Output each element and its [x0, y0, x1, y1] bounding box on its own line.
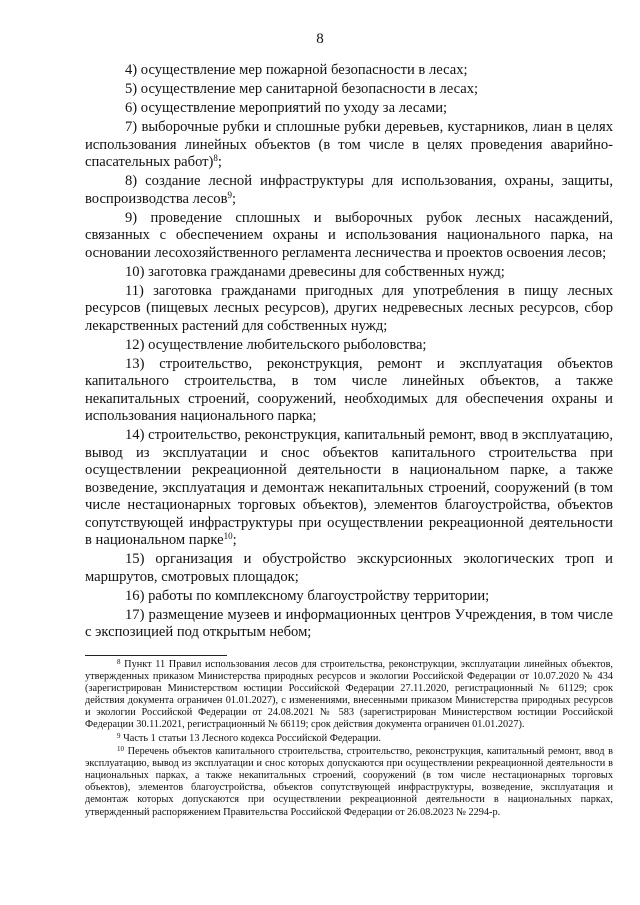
list-item: 11) заготовка гражданами пригодных для употребления в пищу лесных ресурсов (пищевых лесных ресурсов), других недревесных лесных ресурсов, сбор лекарственных растений для собственных нужд;	[85, 282, 613, 334]
list-item: 16) работы по комплексному благоустройству территории;	[125, 587, 490, 604]
list-item: 9) проведение сплошных и выборочных рубок лесных насаждений, связанных с обеспечением охраны и использования национального парка, на основании лесохозяйственного регламента лесничества и проектов освоения лесов;	[85, 209, 613, 261]
list-item: 12) осуществление любительского рыболовства;	[125, 336, 427, 353]
body-text	[85, 62, 613, 643]
footnote-ref[interactable]: 8	[213, 153, 218, 163]
list-item: 15) организация и обустройство экскурсионных экологических троп и маршрутов, смотровых площадок;	[85, 551, 613, 585]
list-item: 17) размещение музеев и информационных центров Учреждения, в том числе с экспозицией под открытым небом;	[85, 606, 613, 640]
list-item: 4) осуществление мер пожарной безопасности в лесах;	[125, 62, 468, 78]
footnote: $^9$ Часть 1 статьи 13 Лесного кодекса Российской Федерации.	[117, 731, 381, 744]
list-item: 14) строительство, реконструкция, капитальный ремонт, ввод в эксплуатацию, вывод из эксплуатации и снос объектов капитального строительства при осуществлении рекреационной деятельности в национальном парке, а также возведение, эксплуатация и демонтаж некапитальных строений, сооружений (в том числе нестационарных торговых объектов), элементов благоустройства, объектов сопутствующей инфраструктуры при осуществлении рекреационной деятельности в национальном парке$^{10}$;	[85, 427, 613, 548]
footnote-divider	[85, 655, 227, 656]
list-item: 13) строительство, реконструкция, ремонт и эксплуатация объектов капитального строительства, в том числе линейных объектов, а также некапитальных строений, сооружений, необходимых для обеспечения охраны и использования национального парка;	[85, 355, 613, 424]
footnotes	[85, 659, 613, 820]
footnote-mark: 10	[117, 745, 124, 754]
page-number: 8	[316, 31, 324, 47]
footnote: $^8$ Пункт 11 Правил использования лесов для строительства, реконструкции, эксплуатации линейных объектов, утвержденных приказом Министерства природных ресурсов и экологии Российской Федерации от 10.07.2020 № 434 (зарегистрирован Министерством юстиции Российской Федерации 27.11.2020, регистрационный № 61129; срок действия документа ограничен 01.01.2027), с изменениями, внесенными приказом Министерства природных ресурсов и экологии Российской Федерации от 24.08.2021 № 583 (зарегистрирован Министерством юстиции Российской Федерации 30.11.2021, регистрационный № 66119; срок действия документа ограничен 01.01.2027).	[85, 658, 613, 731]
footnote: $^{10}$ Перечень объектов капитального строительства, строительство, реконструкция, капитальный ремонт, ввод в эксплуатацию, вывод из эксплуатации и снос которых допускаются при осуществлении рекреационной деятельности в национальных парках, а также некапитальных строений, сооружений (в том числе нестационарных торговых объектов), элементов благоустройства, объектов сопутствующей инфраструктуры, возведение, эксплуатация и демонтаж которых допускаются при осуществлении рекреационной деятельности в национальных парках, утвержденный распоряжением Правительства Российской Федерации от 26.08.2023 № 2294-р.	[85, 745, 613, 818]
footnote-mark: 9	[117, 731, 121, 740]
footnote-ref[interactable]: 9	[227, 189, 232, 200]
list-item: 10) заготовка гражданами древесины для собственных нужд;	[125, 263, 505, 280]
list-item: 7) выборочные рубки и сплошные рубки деревьев, кустарников, лиан в целях использования линейных объектов (в том числе в целях проведения аварийно-спасательных работ)$^8$;	[85, 119, 613, 170]
list-item: 6) осуществление мероприятий по уходу за лесами;	[125, 100, 448, 116]
list-item: 5) осуществление мер санитарной безопасности в лесах;	[125, 81, 479, 97]
footnote-ref[interactable]: 10	[223, 531, 233, 541]
footnote-mark: 8	[117, 658, 121, 666]
list-item: 8) создание лесной инфраструктуры для использования, охраны, защиты, воспроизводства лесов$^9$;	[85, 173, 613, 207]
